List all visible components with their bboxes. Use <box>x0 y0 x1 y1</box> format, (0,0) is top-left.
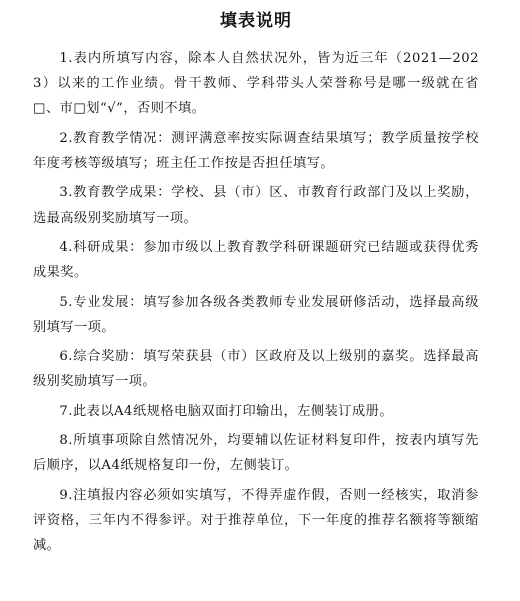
instruction-item-6: 6.综合奖励：填写荣获县（市）区政府及以上级别的嘉奖。选择最高级别奖励填写一项。 <box>33 349 479 390</box>
instruction-item-9: 9.注填报内容必须如实填写，不得弄虚作假，否则一经核实，取消参评资格，三年内不得参评。对于推荐单位，下一年度的推荐名额将等额缩减。 <box>33 487 479 554</box>
page-title: 填表说明 <box>220 11 292 31</box>
instruction-item-8: 8.所填事项除自然情况外，均要辅以佐证材料复印件，按表内填写先后顺序，以A4纸规格复印一份，左侧装订。 <box>33 433 479 474</box>
instruction-item-2: 2.教育教学情况：测评满意率按实际调查结果填写；教学质量按学校年度考核等级填写；班主任工作按是否担任填写。 <box>33 130 479 171</box>
instruction-item-5: 5.专业发展：填写参加各级各类教师专业发展研修活动，选择最高级别填写一项。 <box>33 294 479 335</box>
instruction-item-4: 4.科研成果：参加市级以上教育教学科研课题研究已结题或获得优秀成果奖。 <box>33 239 479 281</box>
instruction-item-7: 7.此表以A4纸规格电脑双面打印输出，左侧装订成册。 <box>59 403 394 419</box>
instruction-item-3: 3.教育教学成果：学校、县（市）区、市教育行政部门及以上奖励，选最高级别奖励填写一项。 <box>33 185 479 226</box>
instruction-item-1: 1.表内所填写内容，除本人自然状况外，皆为近三年（2021—2023）以来的工作业绩。骨干教师、学科带头人荣誉称号是哪一级就在省□、市□划“√”，否则不填。 <box>33 51 479 117</box>
